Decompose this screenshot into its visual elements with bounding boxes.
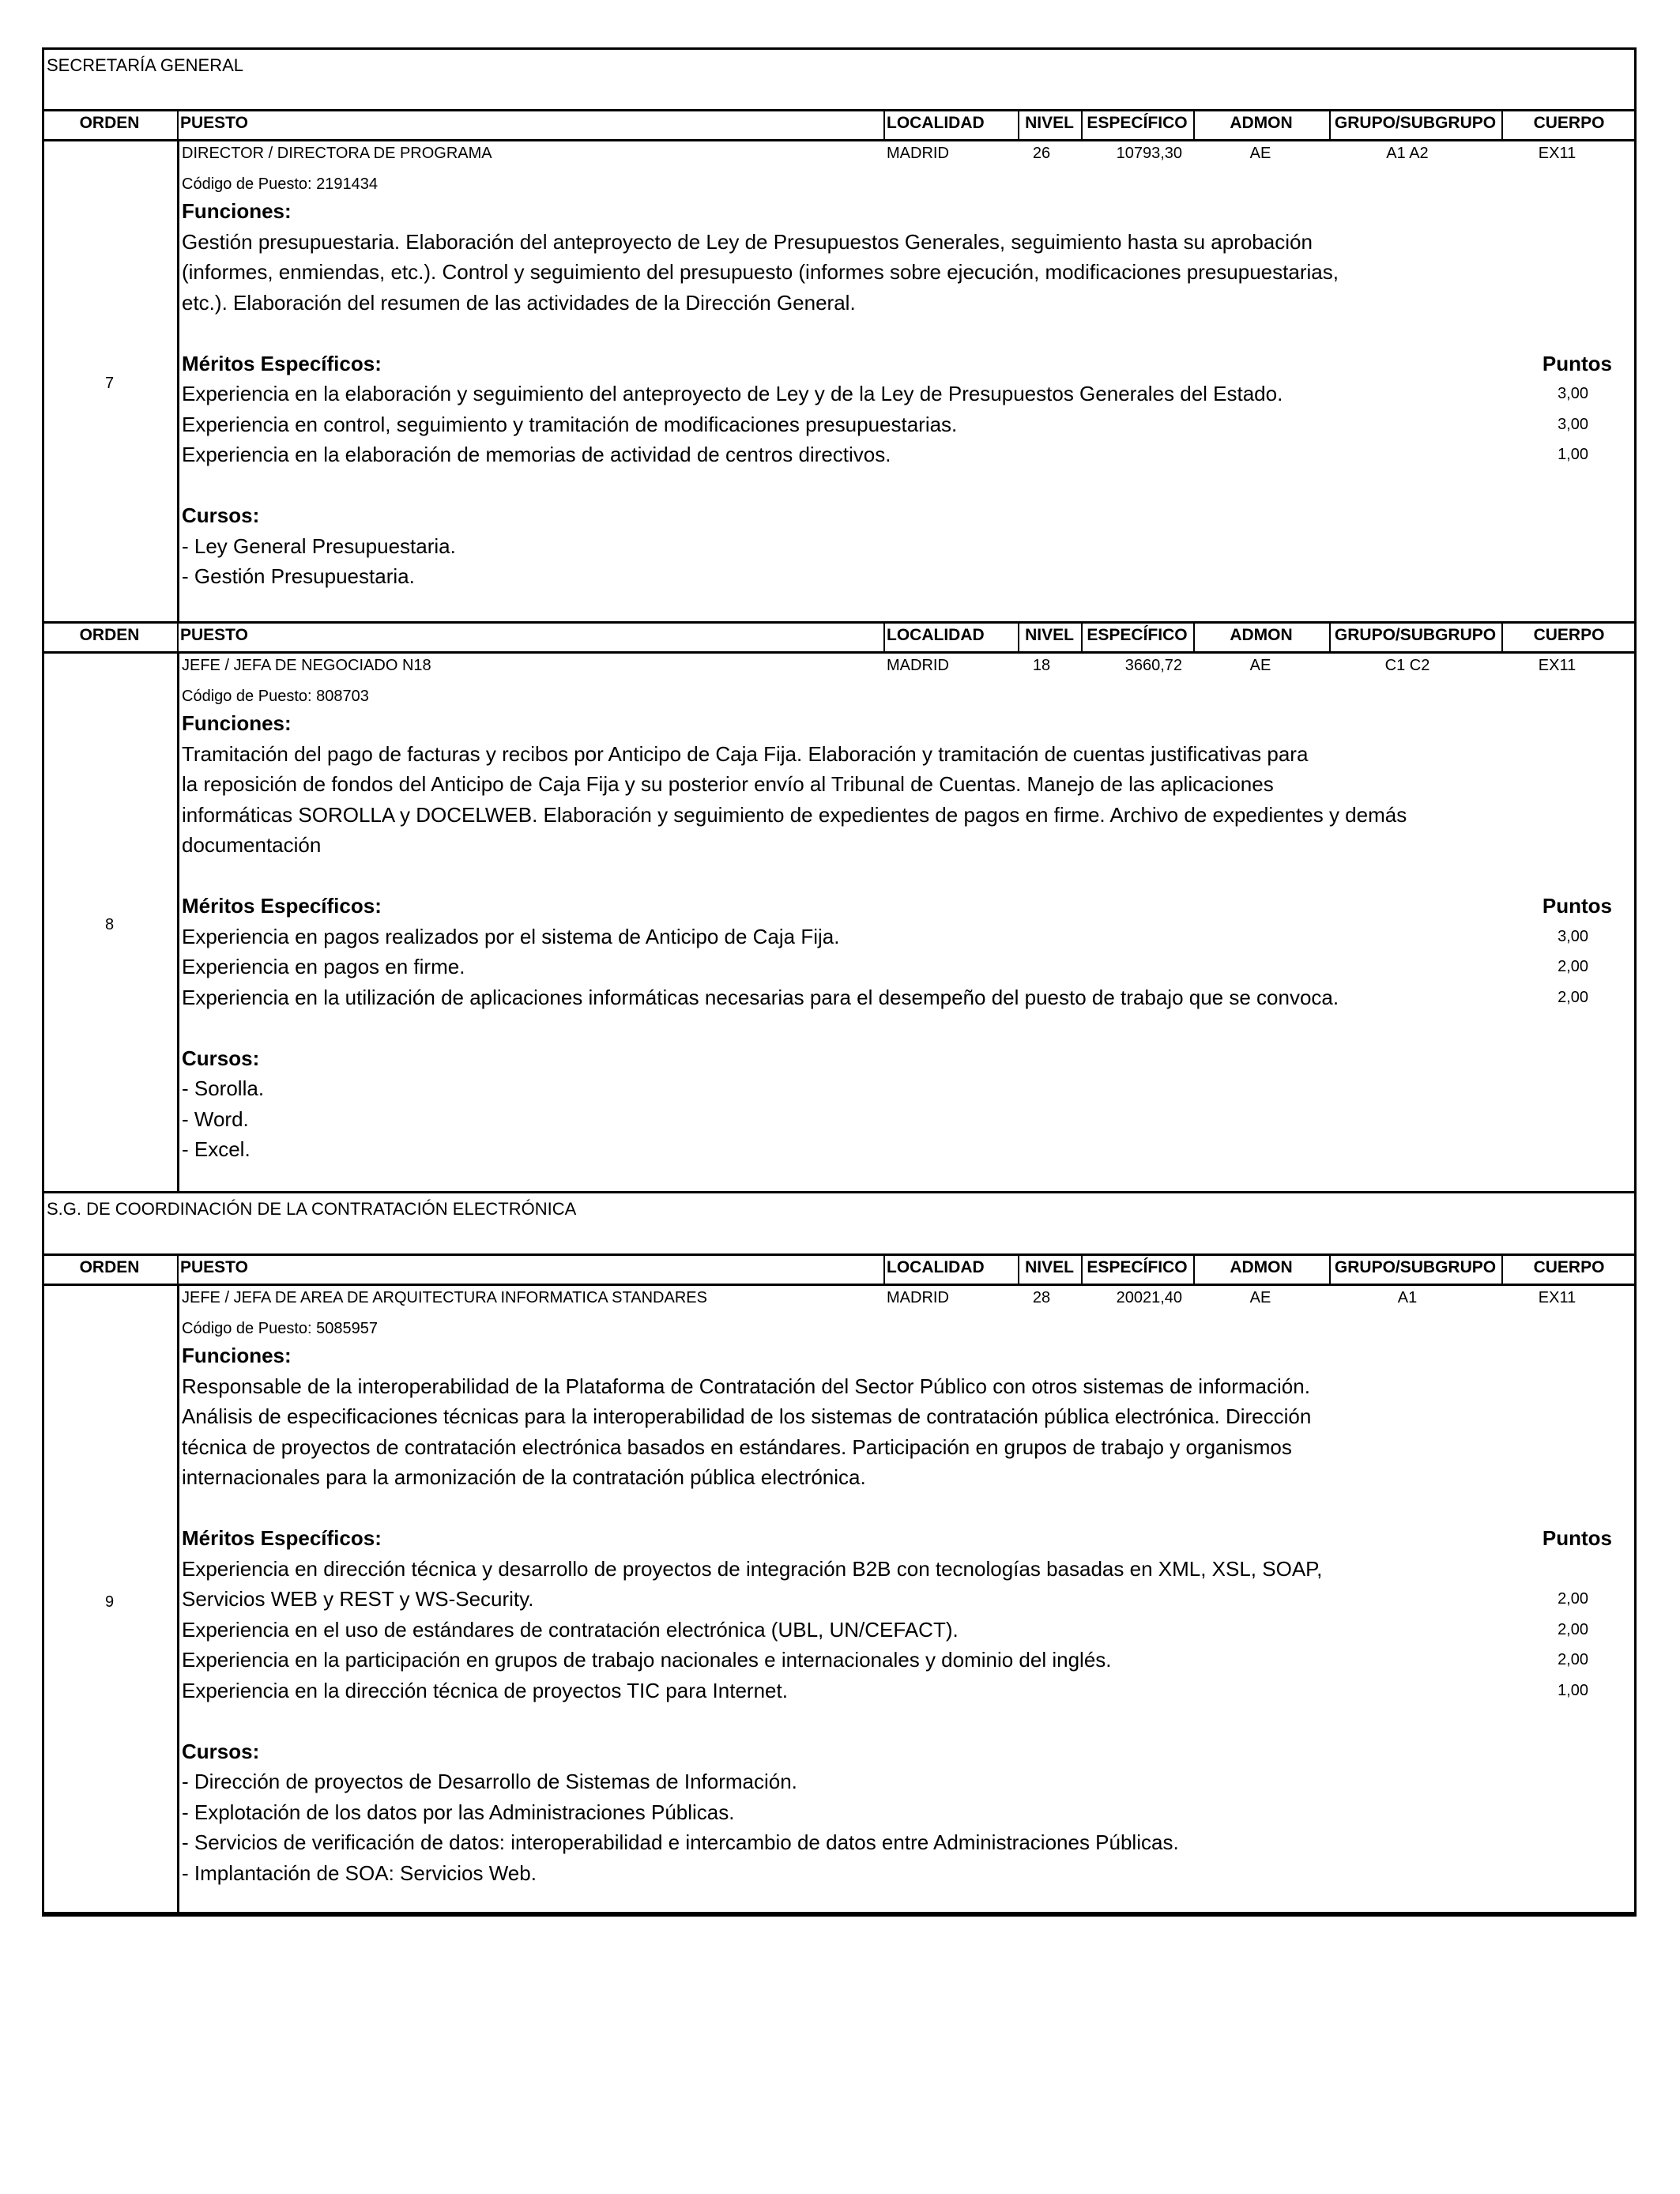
admon-value: AE [1249,657,1271,674]
merito-puntos: 2,00 [1558,1651,1588,1668]
admon-value: AE [1249,145,1271,162]
column-divider [177,621,179,651]
funciones-line: informáticas SOROLLA y DOCELWEB. Elaboración y seguimiento de expedientes de pagos en firme. Archivo de expedientes y demás [182,802,1407,827]
column-divider [1018,109,1019,139]
column-divider [1329,1253,1331,1284]
nivel-value: 28 [1032,1289,1051,1306]
header-admon: ADMON [1230,1258,1293,1276]
funciones-line: Análisis de especificaciones técnicas para la interoperabilidad de los sistemas de contratación pública electrónica. Dirección [182,1404,1312,1428]
header-puesto: PUESTO [180,1258,248,1276]
merito-line: Experiencia en control, seguimiento y tramitación de modificaciones presupuestarias. [182,412,958,436]
header-cuerpo: CUERPO [1533,626,1605,644]
column-divider [1193,621,1195,651]
curso-item: - Sorolla. [182,1076,265,1100]
merito-puntos: 1,00 [1558,1681,1588,1699]
merito-line: Experiencia en dirección técnica y desarrollo de proyectos de integración B2B con tecnologías basadas en XML, XSL, SOAP, [182,1556,1323,1581]
funciones-line: técnica de proyectos de contratación electrónica basados en estándares. Participación en grupos de trabajo y organismos [182,1434,1292,1459]
cuerpo-value: EX11 [1538,1289,1576,1306]
funciones-line: Tramitación del pago de facturas y recibos por Anticipo de Caja Fija. Elaboración y tramitación de cuentas justificativas para [182,741,1309,766]
funciones-heading: Funciones: [182,711,292,735]
header-cuerpo: CUERPO [1533,114,1605,132]
codigo-puesto: Código de Puesto: 2191434 [182,175,378,193]
localidad-value: MADRID [887,145,949,162]
grupo-value: A1 A2 [1386,145,1429,162]
header-admon: ADMON [1230,626,1293,644]
funciones-line: Responsable de la interoperabilidad de la Plataforma de Contratación del Sector Público con otros sistemas de información. [182,1374,1310,1398]
funciones-heading: Funciones: [182,199,292,223]
header-especifico: ESPECÍFICO [1087,1258,1188,1276]
funciones-line: internacionales para la armonización de la contratación pública electrónica. [182,1465,866,1489]
header-nivel: NIVEL [1025,626,1074,644]
column-divider [1018,621,1019,651]
column-divider [1501,621,1503,651]
curso-item: - Word. [182,1106,249,1131]
nivel-value: 26 [1032,145,1051,162]
column-divider [1081,1253,1083,1284]
section-title: SECRETARÍA GENERAL [47,55,243,75]
funciones-line: Gestión presupuestaria. Elaboración del anteproyecto de Ley de Presupuestos Generales, seguimiento hasta su aprobación [182,229,1313,254]
meritos-heading: Méritos Específicos: [182,351,382,375]
header-puesto: PUESTO [180,114,248,132]
column-divider [1329,621,1331,651]
header-grupo: GRUPO/SUBGRUPO [1334,114,1497,132]
column-divider [177,651,179,1191]
column-divider [177,1253,179,1284]
header-puesto: PUESTO [180,626,248,644]
merito-line: Servicios WEB y REST y WS-Security. [182,1587,534,1611]
curso-item: - Gestión Presupuestaria. [182,564,415,588]
grupo-value: A1 [1397,1289,1418,1306]
codigo-puesto: Código de Puesto: 808703 [182,688,369,705]
funciones-line: etc.). Elaboración del resumen de las actividades de la Dirección General. [182,290,856,315]
funciones-line: documentación [182,833,322,857]
especifico-value: 10793,30 [1116,145,1182,162]
merito-line: Experiencia en la utilización de aplicaciones informáticas necesarias para el desempeño del puesto de trabajo que se convoca. [182,985,1339,1009]
merito-puntos: 2,00 [1558,988,1588,1006]
merito-line: Experiencia en pagos en firme. [182,955,465,978]
header-orden: ORDEN [79,626,140,644]
column-divider [1081,621,1083,651]
curso-item: - Excel. [182,1137,250,1161]
header-orden: ORDEN [79,114,140,132]
puntos-heading: Puntos [1542,894,1612,918]
merito-line: Experiencia en pagos realizados por el sistema de Anticipo de Caja Fija. [182,924,840,948]
column-divider [883,1253,885,1284]
cuerpo-value: EX11 [1538,657,1576,674]
column-divider [1501,109,1503,139]
funciones-line: la reposición de fondos del Anticipo de Caja Fija y su posterior envío al Tribunal de Cuentas. Manejo de las aplicaciones [182,772,1274,796]
column-divider [177,1284,179,1914]
puesto-title: DIRECTOR / DIRECTORA DE PROGRAMA [182,145,492,162]
column-divider [1081,109,1083,139]
header-especifico: ESPECÍFICO [1087,626,1188,644]
merito-line: Experiencia en la elaboración de memorias de actividad de centros directivos. [182,443,891,466]
orden-number: 8 [104,915,115,933]
grupo-value: C1 C2 [1384,657,1430,674]
column-divider [1018,1253,1019,1284]
curso-item: - Implantación de SOA: Servicios Web. [182,1860,537,1885]
merito-puntos: 3,00 [1558,385,1588,402]
curso-item: - Servicios de verificación de datos: interoperabilidad e intercambio de datos entre Administraciones Públicas. [182,1830,1179,1854]
orden-number: 9 [104,1593,115,1611]
header-grupo: GRUPO/SUBGRUPO [1334,626,1497,644]
cursos-heading: Cursos: [182,1046,260,1070]
row-divider [42,1914,1637,1917]
header-grupo: GRUPO/SUBGRUPO [1334,1258,1497,1276]
localidad-value: MADRID [887,1289,949,1306]
column-divider [1193,109,1195,139]
meritos-heading: Méritos Específicos: [182,1526,382,1550]
puesto-title: JEFE / JEFA DE AREA DE ARQUITECTURA INFORMATICA STANDARES [182,1289,707,1306]
merito-line: Experiencia en la participación en grupos de trabajo nacionales e internacionales y dominio del inglés. [182,1648,1112,1672]
column-divider [177,109,179,139]
merito-puntos: 2,00 [1558,958,1588,975]
cursos-heading: Cursos: [182,503,260,527]
curso-item: - Ley General Presupuestaria. [182,533,456,558]
merito-puntos: 2,00 [1558,1590,1588,1608]
merito-puntos: 3,00 [1558,415,1588,433]
header-localidad: LOCALIDAD [887,1258,985,1276]
puntos-heading: Puntos [1542,1526,1612,1550]
codigo-puesto: Código de Puesto: 5085957 [182,1320,378,1337]
merito-puntos: 3,00 [1558,927,1588,945]
curso-item: - Explotación de los datos por las Administraciones Públicas. [182,1800,735,1824]
header-cuerpo: CUERPO [1533,1258,1605,1276]
merito-puntos: 2,00 [1558,1620,1588,1638]
funciones-heading: Funciones: [182,1344,292,1367]
column-divider [1501,1253,1503,1284]
merito-line: Experiencia en la elaboración y seguimiento del anteproyecto de Ley y de la Ley de Presupuestos Generales del Estado. [182,382,1283,405]
cuerpo-value: EX11 [1538,145,1576,162]
merito-puntos: 1,00 [1558,446,1588,463]
merito-line: Experiencia en la dirección técnica de proyectos TIC para Internet. [182,1678,788,1702]
header-localidad: LOCALIDAD [887,626,985,644]
orden-number: 7 [104,375,115,392]
row-divider [42,1191,1637,1193]
header-nivel: NIVEL [1025,114,1074,132]
localidad-value: MADRID [887,657,949,674]
header-especifico: ESPECÍFICO [1087,114,1188,132]
column-divider [883,109,885,139]
puesto-title: JEFE / JEFA DE NEGOCIADO N18 [182,657,431,674]
header-localidad: LOCALIDAD [887,114,985,132]
funciones-line: (informes, enmiendas, etc.). Control y seguimiento del presupuesto (informes sobre ejecución, modificaciones presupuestarias, [182,260,1339,284]
column-divider [883,621,885,651]
section-title: S.G. DE COORDINACIÓN DE LA CONTRATACIÓN ELECTRÓNICA [47,1199,577,1219]
puntos-heading: Puntos [1542,351,1612,375]
header-orden: ORDEN [79,1258,140,1276]
especifico-value: 20021,40 [1116,1289,1182,1306]
column-divider [1329,109,1331,139]
column-divider [1193,1253,1195,1284]
especifico-value: 3660,72 [1124,657,1182,674]
cursos-heading: Cursos: [182,1739,260,1763]
column-divider [177,139,179,621]
nivel-value: 18 [1032,657,1051,674]
header-admon: ADMON [1230,114,1293,132]
header-nivel: NIVEL [1025,1258,1074,1276]
meritos-heading: Méritos Específicos: [182,894,382,918]
admon-value: AE [1249,1289,1271,1306]
merito-line: Experiencia en el uso de estándares de contratación electrónica (UBL, UN/CEFACT). [182,1617,959,1642]
curso-item: - Dirección de proyectos de Desarrollo de Sistemas de Información. [182,1770,797,1793]
